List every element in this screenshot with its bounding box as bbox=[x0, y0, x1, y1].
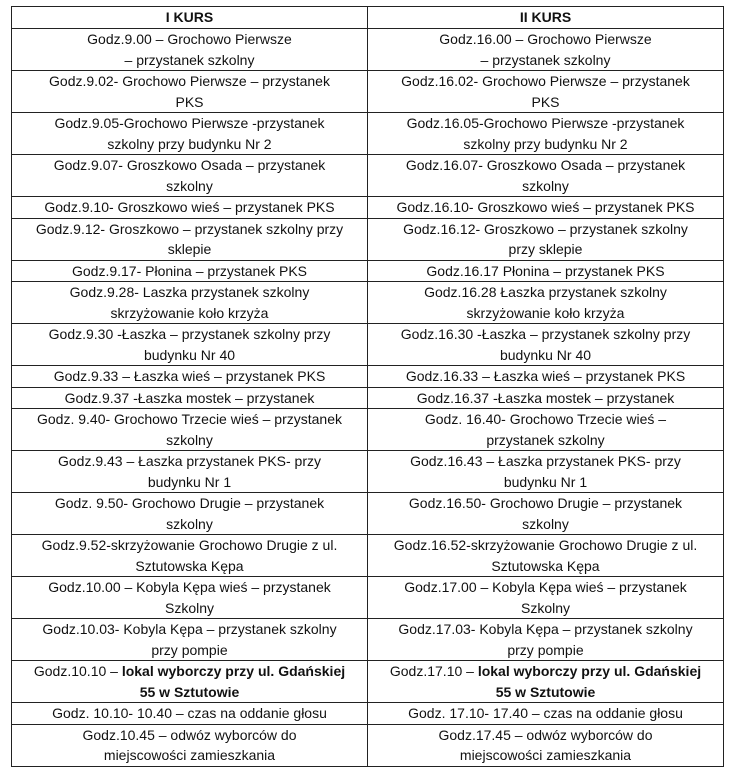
course-1-cell bbox=[12, 409, 368, 451]
time-label: Godz.17.10 – bbox=[389, 663, 478, 679]
stop-description: Godz.16.43 – Łaszka przystanek PKS- przy budynku Nr 1 bbox=[410, 453, 681, 490]
table-row bbox=[12, 260, 724, 282]
stop-description: Godz.16.37 -Łaszka mostek – przystanek bbox=[416, 389, 675, 406]
stop-description: Godz.9.02- Grochowo Pierwsze – przystanek PKS bbox=[49, 73, 330, 110]
course-1-cell bbox=[12, 218, 368, 260]
course-2-cell bbox=[368, 451, 724, 493]
table-row bbox=[12, 724, 724, 766]
stop-description: Godz.16.17 Płonina – przystanek PKS bbox=[426, 262, 665, 279]
stop-description: Godz.16.28 Łaszka przystanek szkolny skrzyżowanie koło krzyża bbox=[424, 284, 667, 321]
course-2-cell bbox=[368, 218, 724, 260]
course-1-cell bbox=[12, 197, 368, 219]
polling-place-label: lokal wyborczy przy ul. Gdańskiej 55 w Sztutowie bbox=[121, 663, 346, 700]
table-row bbox=[12, 113, 724, 155]
table-row bbox=[12, 703, 724, 725]
course-1-cell bbox=[12, 724, 368, 766]
course-1-cell bbox=[12, 451, 368, 493]
stop-description: Godz.9.43 – Łaszka przystanek PKS- przy budynku Nr 1 bbox=[57, 453, 321, 490]
table-row bbox=[12, 451, 724, 493]
table-row bbox=[12, 387, 724, 409]
table-row bbox=[12, 577, 724, 619]
course-1-cell bbox=[12, 387, 368, 409]
course-2-cell bbox=[368, 619, 724, 661]
header-course-1: I KURS bbox=[12, 7, 368, 29]
course-2-cell bbox=[368, 71, 724, 113]
course-1-cell bbox=[12, 619, 368, 661]
stop-description: Godz.16.12- Groszkowo – przystanek szkolny przy sklepie bbox=[403, 220, 688, 257]
course-2-cell bbox=[368, 324, 724, 366]
table-row bbox=[12, 324, 724, 366]
course-1-cell bbox=[12, 29, 368, 71]
stop-description: Godz.16.00 – Grochowo Pierwsze – przystanek szkolny bbox=[439, 31, 652, 68]
course-2-cell bbox=[368, 724, 724, 766]
course-1-cell bbox=[12, 71, 368, 113]
stop-description: Godz.9.10- Groszkowo wieś – przystanek PKS bbox=[44, 199, 335, 215]
stop-description: Godz.9.05-Grochowo Pierwsze -przystanek szkolny przy budynku Nr 2 bbox=[54, 115, 325, 152]
course-2-cell bbox=[368, 155, 724, 197]
course-2-cell bbox=[368, 387, 724, 409]
stop-description: Godz. 9.50- Grochowo Drugie – przystanek szkolny bbox=[54, 495, 325, 532]
course-2-cell bbox=[368, 366, 724, 388]
stop-description: Godz. 9.40- Grochowo Trzecie wieś – przystanek szkolny bbox=[36, 411, 343, 448]
table-row bbox=[12, 493, 724, 535]
course-2-cell bbox=[368, 260, 724, 282]
course-1-cell bbox=[12, 703, 368, 725]
table-row bbox=[12, 71, 724, 113]
table-row bbox=[12, 409, 724, 451]
stop-description: Godz.9.28- Laszka przystanek szkolny skrzyżowanie koło krzyża bbox=[69, 284, 310, 321]
course-1-cell bbox=[12, 260, 368, 282]
stop-description: Godz.17.00 – Kobyla Kępa wieś – przystanek Szkolny bbox=[404, 579, 687, 616]
course-2-cell bbox=[368, 703, 724, 725]
stop-description: Godz. 10.10- 10.40 – czas na oddanie głosu bbox=[52, 705, 327, 721]
stop-description: Godz.16.10- Groszkowo wieś – przystanek PKS bbox=[396, 199, 695, 215]
polling-place-label: lokal wyborczy przy ul. Gdańskiej 55 w Sztutowie bbox=[477, 663, 702, 700]
table-header-row bbox=[12, 7, 724, 29]
header-course-2: II KURS bbox=[368, 7, 724, 29]
table-row bbox=[12, 197, 724, 219]
time-label: Godz.10.10 – bbox=[33, 663, 122, 679]
stop-description: Godz.10.00 – Kobyla Kępa wieś – przystanek Szkolny bbox=[48, 579, 331, 616]
stop-description: Godz. 16.40- Grochowo Trzecie wieś – przystanek szkolny bbox=[424, 411, 667, 448]
stop-description: Godz.9.33 – Łaszka wieś – przystanek PKS bbox=[53, 368, 326, 384]
stop-description: Godz.16.05-Grochowo Pierwsze -przystanek szkolny przy budynku Nr 2 bbox=[406, 115, 685, 152]
course-1-cell bbox=[12, 493, 368, 535]
stop-description: Godz.10.45 – odwóz wyborców do miejscowości zamieszkania bbox=[82, 726, 297, 763]
stop-description: Godz.9.07- Groszkowo Osada – przystanek szkolny bbox=[53, 157, 326, 194]
stop-description: Godz.9.12- Groszkowo – przystanek szkolny przy sklepie bbox=[35, 220, 344, 257]
table-row bbox=[12, 155, 724, 197]
stop-description: Godz.17.03- Kobyla Kępa – przystanek szkolny przy pompie bbox=[398, 621, 693, 658]
stop-description: Godz.9.17- Płonina – przystanek PKS bbox=[71, 262, 308, 279]
course-1-cell bbox=[12, 324, 368, 366]
course-2-cell bbox=[368, 197, 724, 219]
stop-description: Godz.9.52-skrzyżowanie Grochowo Drugie z ul. Sztutowska Kępa bbox=[41, 537, 338, 574]
course-1-cell bbox=[12, 155, 368, 197]
table-row bbox=[12, 282, 724, 324]
course-2-cell bbox=[368, 409, 724, 451]
stop-description: Godz.9.30 -Łaszka – przystanek szkolny przy budynku Nr 40 bbox=[48, 326, 331, 363]
course-1-cell bbox=[12, 577, 368, 619]
course-1-cell bbox=[12, 113, 368, 155]
stop-description: Godz.9.37 -Łaszka mostek – przystanek bbox=[64, 389, 315, 406]
stop-description: Godz.10.03- Kobyla Kępa – przystanek szkolny przy pompie bbox=[42, 621, 337, 658]
bus-schedule-table bbox=[11, 6, 724, 767]
table-row bbox=[12, 535, 724, 577]
course-2-cell bbox=[368, 29, 724, 71]
table-row bbox=[12, 619, 724, 661]
course-1-cell bbox=[12, 661, 368, 703]
course-1-cell bbox=[12, 535, 368, 577]
table-row bbox=[12, 661, 724, 703]
stop-description: Godz.16.30 -Łaszka – przystanek szkolny przy budynku Nr 40 bbox=[400, 326, 691, 363]
stop-description: Godz. 17.10- 17.40 – czas na oddanie głosu bbox=[408, 705, 683, 721]
course-2-cell bbox=[368, 493, 724, 535]
stop-description: Godz.16.07- Groszkowo Osada – przystanek szkolny bbox=[405, 157, 686, 194]
table-row bbox=[12, 218, 724, 260]
table-row bbox=[12, 366, 724, 388]
course-2-cell bbox=[368, 535, 724, 577]
stop-description: Godz.16.02- Grochowo Pierwsze – przystanek PKS bbox=[401, 73, 690, 110]
course-2-cell bbox=[368, 661, 724, 703]
stop-description: Godz.16.50- Grochowo Drugie – przystanek szkolny bbox=[408, 495, 683, 532]
stop-description: Godz.16.52-skrzyżowanie Grochowo Drugie z ul. Sztutowska Kępa bbox=[393, 537, 698, 574]
stop-description: Godz.17.45 – odwóz wyborców do miejscowości zamieszkania bbox=[438, 726, 653, 763]
course-2-cell bbox=[368, 113, 724, 155]
course-2-cell bbox=[368, 282, 724, 324]
course-1-cell bbox=[12, 366, 368, 388]
course-1-cell bbox=[12, 282, 368, 324]
stop-description: Godz.9.00 – Grochowo Pierwsze – przystanek szkolny bbox=[87, 31, 292, 68]
stop-description: Godz.16.33 – Łaszka wieś – przystanek PKS bbox=[405, 368, 686, 384]
table-row bbox=[12, 29, 724, 71]
course-2-cell bbox=[368, 577, 724, 619]
